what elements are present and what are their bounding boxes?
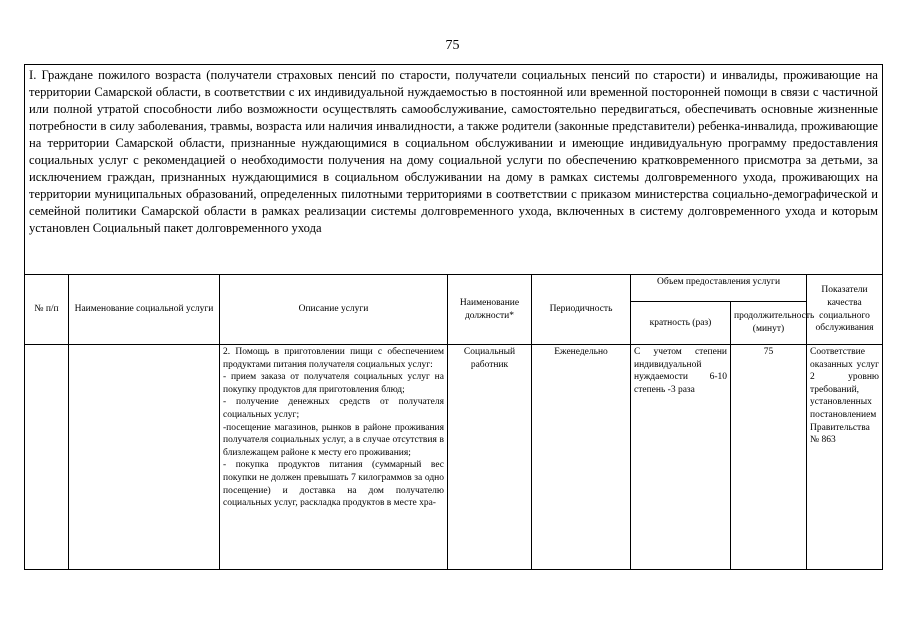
header-description: Описание услуги <box>220 275 448 345</box>
cell-quality: Соответствие оказанных услуг 2 уровню требований, установленных постановлением Правительства № 863 <box>807 345 883 570</box>
cell-description <box>220 345 448 570</box>
cell-num <box>25 345 69 570</box>
section-heading-row <box>25 65 883 275</box>
section-heading: I. Граждане пожилого возраста (получатели страховых пенсий по старости, получатели социальных пенсий по старости) и инвалиды, проживающие на территории Самарской области, в соответствии с их индивидуальной нуждаемостью в постоянной или временной посторонней помощи в связи с частичной или полной утратой способности либо возможности осуществлять самообслуживание, самостоятельно передвигаться, обеспечивать основные жизненные потребности в силу заболевания, травмы, возраста или наличия инвалидности, а также родители (законные представители) ребенка-инвалида, проживающие на территории Самарской области, признанные нуждающимися в социальном обслуживании и имеющие индивидуальную программу предоставления социальных услуг с рекомендацией о необходимости получения на дому социальной услуги по обеспечению кратковременного присмотра за детьми, за исключением граждан, признанных нуждающимися в социальном обслуживании на дому в рамках системы долговременного ухода, проживающих на территории муниципальных образований, определенных пилотными территориями в соответствии с приказом министерства социально-демографической и семейной политики Самарской области в рамках реализации системы долговременного ухода, включенных в систему долговременного ухода и которым установлен Социальный пакет долговременного ухода <box>25 65 883 275</box>
header-quality: Показатели качества социального обслуживания <box>807 275 883 345</box>
cell-duration: 75 <box>731 345 807 570</box>
table-row <box>25 345 883 570</box>
header-volume: Объем предоставления услуги <box>631 275 807 302</box>
description-line: - получение денежных средств от получателя социальных услуг; <box>223 397 444 420</box>
description-line: 2. Помощь в приготовлении пищи с обеспечением продуктами питания получателя социальных услуг: <box>223 347 444 370</box>
services-table <box>24 64 883 570</box>
cell-periodicity: Еженедельно <box>532 345 631 570</box>
cell-position: Социальный работник <box>448 345 532 570</box>
page-number: 75 <box>445 38 460 53</box>
header-periodicity: Периодичность <box>532 275 631 345</box>
cell-frequency: С учетом степени индивидуальной нуждаемости 6-10 степень -3 раза <box>631 345 731 570</box>
description-line: - покупка продуктов питания (суммарный вес покупки не должен превышать 7 килограммов за одно посещение) и доставка на дом получателю социальных услуг, раскладка продуктов в месте хра- <box>223 460 444 509</box>
table-header-row <box>25 275 883 302</box>
header-position: Наименование должности* <box>448 275 532 345</box>
description-line: - прием заказа от получателя социальных услуг на покупку продуктов для приготовления блюд; <box>223 372 444 395</box>
header-duration: продолжительность (минут) <box>731 302 807 345</box>
description-line: -посещение магазинов, рынков в районе проживания получателя социальных услуг, а в случае отсутствия в близлежащем районе к месту его проживания; <box>223 422 444 458</box>
cell-service-name <box>69 345 220 570</box>
header-frequency: кратность (раз) <box>631 302 731 345</box>
header-service-name: Наименование социальной услуги <box>69 275 220 345</box>
header-num: № п/п <box>25 275 69 345</box>
